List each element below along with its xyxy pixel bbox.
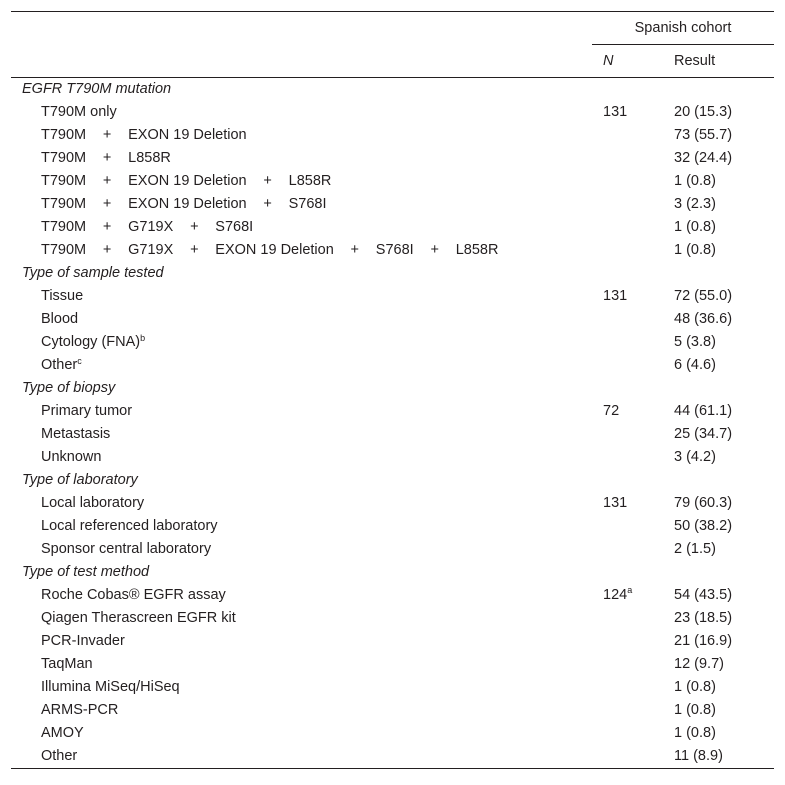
table-row bbox=[11, 446, 774, 469]
row-label-part: T790M bbox=[41, 242, 87, 258]
section-title: Type of biopsy bbox=[22, 380, 116, 396]
plus-sign: + bbox=[263, 196, 272, 212]
table-row bbox=[11, 331, 774, 354]
n-cell bbox=[592, 745, 660, 769]
n-cell bbox=[592, 216, 660, 239]
result-cell: 50 (38.2) bbox=[674, 518, 733, 534]
result-cell: 11 (8.9) bbox=[660, 745, 774, 769]
row-label bbox=[11, 308, 592, 331]
row-label-part: T790M bbox=[41, 127, 87, 143]
n-cell bbox=[592, 331, 660, 354]
table-row bbox=[11, 354, 774, 377]
row-label-part: S768I bbox=[215, 219, 254, 235]
n-cell bbox=[592, 492, 660, 515]
row-label-part: EXON 19 Deletion bbox=[128, 127, 247, 143]
n-cell bbox=[592, 170, 660, 193]
row-label bbox=[11, 607, 592, 630]
result-cell: 3 (4.2) bbox=[674, 449, 716, 465]
n-cell bbox=[592, 653, 660, 676]
row-label bbox=[11, 147, 592, 170]
row-label-part: S768I bbox=[375, 242, 414, 258]
result-cell: 1 (0.8) bbox=[674, 173, 716, 189]
row-label-part: Local laboratory bbox=[41, 495, 145, 511]
row-label bbox=[11, 722, 592, 745]
n-value: 72 bbox=[603, 403, 620, 419]
result-cell: 23 (18.5) bbox=[674, 610, 733, 626]
n-column-header: N bbox=[592, 45, 660, 78]
result-cell: 48 (36.6) bbox=[674, 311, 733, 327]
n-cell bbox=[592, 630, 660, 653]
table-row bbox=[11, 584, 774, 607]
row-label bbox=[11, 515, 592, 538]
cohort-header-row bbox=[11, 12, 774, 45]
row-label bbox=[11, 239, 592, 262]
n-cell bbox=[592, 584, 660, 607]
row-label bbox=[11, 745, 592, 769]
section-title: Type of laboratory bbox=[22, 472, 138, 488]
plus-sign: + bbox=[430, 242, 439, 258]
plus-sign: + bbox=[190, 242, 199, 258]
row-label-part: L858R bbox=[288, 173, 332, 189]
row-label-part: AMOY bbox=[41, 725, 84, 741]
section-title: Type of sample tested bbox=[22, 265, 164, 281]
row-label-part: Cytology (FNA) bbox=[41, 334, 141, 350]
row-label-part: Unknown bbox=[41, 449, 102, 465]
row-label bbox=[11, 584, 592, 607]
table-row bbox=[11, 423, 774, 446]
table-row bbox=[11, 239, 774, 262]
section-header-row bbox=[11, 377, 774, 400]
table-row bbox=[11, 147, 774, 170]
row-label-part: G719X bbox=[128, 219, 174, 235]
row-label-part: Sponsor central laboratory bbox=[41, 541, 212, 557]
section-title: Type of test method bbox=[22, 564, 150, 580]
result-cell: 5 (3.8) bbox=[674, 334, 716, 350]
row-label bbox=[11, 423, 592, 446]
plus-sign: + bbox=[350, 242, 360, 258]
row-label bbox=[11, 653, 592, 676]
row-label-part: Tissue bbox=[41, 288, 84, 304]
n-cell bbox=[592, 124, 660, 147]
result-cell: 72 (55.0) bbox=[674, 288, 733, 304]
table-row bbox=[11, 193, 774, 216]
section-header-row bbox=[11, 78, 774, 102]
table-row bbox=[11, 653, 774, 676]
table-row bbox=[11, 630, 774, 653]
table-row bbox=[11, 745, 774, 769]
footnote-marker: a bbox=[627, 585, 633, 595]
table-row bbox=[11, 400, 774, 423]
plus-sign: + bbox=[102, 196, 112, 212]
n-cell bbox=[592, 400, 660, 423]
row-label-part: Other bbox=[41, 357, 78, 373]
n-cell bbox=[592, 607, 660, 630]
result-cell: 3 (2.3) bbox=[674, 196, 716, 212]
row-label-part: Qiagen Therascreen EGFR kit bbox=[41, 610, 236, 626]
result-column-header: Result bbox=[660, 45, 774, 78]
n-cell bbox=[592, 699, 660, 722]
row-label-part: PCR-Invader bbox=[41, 633, 125, 649]
row-label-part: Blood bbox=[41, 311, 79, 327]
row-label bbox=[11, 630, 592, 653]
row-label-part: Local referenced laboratory bbox=[41, 518, 218, 534]
table-row bbox=[11, 492, 774, 515]
table-row bbox=[11, 308, 774, 331]
row-label-part: TaqMan bbox=[41, 656, 93, 672]
plus-sign: + bbox=[102, 173, 112, 189]
n-cell bbox=[592, 285, 660, 308]
result-cell: 6 (4.6) bbox=[674, 357, 716, 373]
table-row bbox=[11, 285, 774, 308]
row-label-part: EXON 19 Deletion bbox=[128, 196, 247, 212]
row-label-part: Illumina MiSeq/HiSeq bbox=[41, 679, 180, 695]
table-row bbox=[11, 538, 774, 561]
plus-sign: + bbox=[102, 242, 112, 258]
table-row bbox=[11, 170, 774, 193]
row-label-part: Other bbox=[41, 748, 78, 764]
n-cell bbox=[592, 538, 660, 561]
row-label bbox=[11, 331, 592, 354]
footnote-marker: b bbox=[140, 333, 146, 343]
result-cell: 1 (0.8) bbox=[674, 725, 716, 741]
row-label bbox=[11, 170, 592, 193]
result-cell: 1 (0.8) bbox=[674, 679, 716, 695]
row-label bbox=[11, 101, 592, 124]
n-cell bbox=[592, 676, 660, 699]
table-row bbox=[11, 699, 774, 722]
row-label-part: T790M bbox=[41, 173, 87, 189]
row-label bbox=[11, 124, 592, 147]
result-cell: 20 (15.3) bbox=[674, 104, 733, 120]
row-label-part: T790M bbox=[41, 196, 87, 212]
n-cell bbox=[592, 446, 660, 469]
n-value: 131 bbox=[603, 288, 628, 304]
data-table bbox=[11, 11, 774, 769]
row-label-part: G719X bbox=[128, 242, 174, 258]
result-cell: 2 (1.5) bbox=[674, 541, 716, 557]
result-cell: 12 (9.7) bbox=[674, 656, 724, 672]
row-label-part: L858R bbox=[128, 150, 171, 166]
table-row bbox=[11, 607, 774, 630]
result-cell: 25 (34.7) bbox=[674, 426, 733, 442]
n-cell bbox=[592, 423, 660, 446]
row-label bbox=[11, 193, 592, 216]
row-label-part: T790M bbox=[41, 150, 87, 166]
table-row bbox=[11, 515, 774, 538]
row-label-part: Roche Cobas® EGFR assay bbox=[41, 587, 226, 603]
row-label-part: L858R bbox=[455, 242, 499, 258]
row-label-part: Metastasis bbox=[41, 426, 111, 442]
plus-sign: + bbox=[263, 173, 272, 189]
table-row bbox=[11, 101, 774, 124]
section-header-row bbox=[11, 262, 774, 285]
result-cell: 1 (0.8) bbox=[674, 702, 716, 718]
n-value: 131 bbox=[603, 104, 628, 120]
n-cell bbox=[592, 308, 660, 331]
result-cell: 32 (24.4) bbox=[674, 150, 733, 166]
row-label-part: S768I bbox=[288, 196, 327, 212]
row-label bbox=[11, 400, 592, 423]
row-label-part: T790M bbox=[41, 219, 87, 235]
row-label bbox=[11, 285, 592, 308]
plus-sign: + bbox=[102, 219, 112, 235]
cohort-label: Spanish cohort bbox=[592, 12, 774, 45]
row-label bbox=[11, 676, 592, 699]
n-cell bbox=[592, 147, 660, 170]
n-value: 124 bbox=[603, 587, 628, 603]
n-cell bbox=[592, 354, 660, 377]
row-label-part: EXON 19 Deletion bbox=[128, 173, 247, 189]
table-row bbox=[11, 124, 774, 147]
row-label bbox=[11, 216, 592, 239]
result-cell: 79 (60.3) bbox=[674, 495, 733, 511]
result-cell: 73 (55.7) bbox=[674, 127, 733, 143]
table-row bbox=[11, 722, 774, 745]
row-label bbox=[11, 446, 592, 469]
row-label bbox=[11, 492, 592, 515]
n-cell bbox=[592, 515, 660, 538]
n-value: 131 bbox=[603, 495, 628, 511]
n-cell bbox=[592, 193, 660, 216]
result-cell: 44 (61.1) bbox=[674, 403, 733, 419]
section-header-row bbox=[11, 561, 774, 584]
n-cell bbox=[592, 101, 660, 124]
cohort-table bbox=[11, 11, 774, 769]
row-label-part: EXON 19 Deletion bbox=[215, 242, 334, 258]
row-label bbox=[11, 538, 592, 561]
n-cell bbox=[592, 722, 660, 745]
row-label-part: T790M only bbox=[41, 104, 117, 120]
table-body bbox=[11, 78, 774, 769]
plus-sign: + bbox=[102, 127, 112, 143]
row-label-part: ARMS-PCR bbox=[41, 702, 119, 718]
result-cell: 1 (0.8) bbox=[674, 242, 716, 258]
result-cell: 54 (43.5) bbox=[674, 587, 733, 603]
result-cell: 1 (0.8) bbox=[674, 219, 716, 235]
result-cell: 21 (16.9) bbox=[674, 633, 733, 649]
n-cell bbox=[592, 239, 660, 262]
section-title: EGFR T790M mutation bbox=[22, 81, 172, 97]
plus-sign: + bbox=[102, 150, 112, 166]
table-row bbox=[11, 676, 774, 699]
footnote-marker: c bbox=[77, 356, 82, 366]
column-header-row bbox=[11, 45, 774, 78]
row-label-part: Primary tumor bbox=[41, 403, 133, 419]
plus-sign: + bbox=[190, 219, 199, 235]
row-label bbox=[11, 699, 592, 722]
section-header-row bbox=[11, 469, 774, 492]
row-label bbox=[11, 354, 592, 377]
table-row bbox=[11, 216, 774, 239]
